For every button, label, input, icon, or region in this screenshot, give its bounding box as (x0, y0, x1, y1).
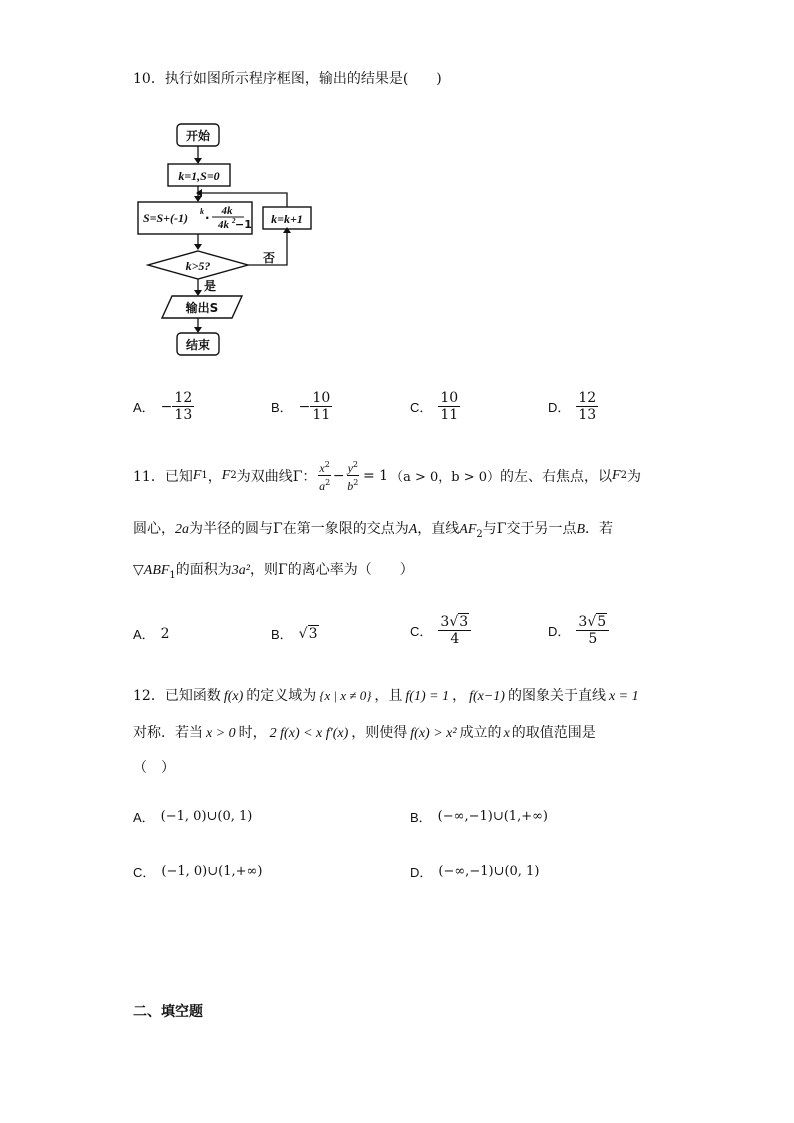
q12-option-b[interactable]: B． (−∞,−1)∪(1,+∞) (410, 809, 548, 825)
section-2-heading: 二、填空题 (133, 1004, 203, 1020)
q12-option-d[interactable]: D． (−∞,−1)∪(0, 1) (410, 864, 540, 880)
flow-end-text: 结束 (185, 338, 211, 352)
flow-output-text: 输出S (185, 301, 219, 315)
flow-condition-text: k>5? (185, 259, 211, 273)
q12-line2: 对称．若当 x > 0 时， 2 f(x) < x f′(x) ，则使得 f(x) > x² 成立的 x 的取值范围是 (133, 725, 596, 741)
q10-option-d[interactable]: D． $\frac{12}{13}$ (548, 390, 597, 423)
flow-no-label: 否 (263, 251, 276, 265)
q11-line3: $▽ABF_1$的面积为3a²，则Γ的离心率为（ ） (133, 562, 414, 581)
q11-line2: 圆心，2a为半径的圆与Γ在第一象限的交点为A，直线$AF_2$与Γ交于另一点B．若 (133, 521, 614, 540)
q12-option-a[interactable]: A． (−1, 0)∪(0, 1) (133, 809, 253, 825)
flow-assign-dot: · (205, 211, 210, 225)
flow-assign-exp: k (200, 207, 204, 216)
flow-assign-num: 4k (221, 205, 233, 217)
flow-yes-label: 是 (204, 279, 217, 293)
q11-line1: 11． 已知 F 1 ， F 2 为双曲线Γ： $x^2$ $a^2$ − $\frac{y^2}{b^2}$ = 1 （a > 0，b > 0） 的左、右焦点，以 F 2 为 (133, 460, 641, 493)
q11-option-c[interactable]: C． $\frac{3√3}{4}$ (410, 614, 471, 647)
q12-line3: （ ） (133, 760, 175, 776)
flow-assign-den: 4k (218, 219, 229, 231)
flow-init-text: k=1,S=0 (178, 169, 220, 183)
q10-option-b[interactable]: B． − $\frac{10}{11}$ (271, 390, 331, 423)
q10-stem-text: 执行如图所示程序框图，输出的结果是( ) (164, 71, 442, 87)
q10-number: 10． (133, 71, 165, 87)
q11-option-a[interactable]: A． 2 (133, 625, 170, 642)
q12-line1: 12．已知函数 f(x) 的定义域为 {x | x ≠ 0} ，且 f(1) = 1 ， f(x−1) 的图象关于直线 x = 1 (133, 688, 639, 704)
q10-flowchart (130, 118, 330, 363)
flow-assign-den-tail: −1 (235, 218, 252, 231)
flow-increment-text: k=k+1 (271, 212, 303, 226)
q12-option-c[interactable]: C． (−1, 0)∪(1,+∞) (133, 864, 263, 880)
q10-option-c[interactable]: C． $\frac{10}{11}$ (410, 390, 459, 423)
q10-stem (133, 68, 442, 88)
q10-option-a[interactable]: A． − $\frac{12}{13}$ (133, 390, 193, 423)
q11-option-d[interactable]: D． $\frac{3√5}{5}$ (548, 614, 609, 647)
flow-assign-prefix: S=S+(-1) (143, 211, 189, 225)
flow-start-text: 开始 (185, 129, 211, 143)
flow-assign-den-exp: 2 (232, 217, 236, 225)
q11-option-b[interactable]: B． √3 (271, 625, 318, 642)
